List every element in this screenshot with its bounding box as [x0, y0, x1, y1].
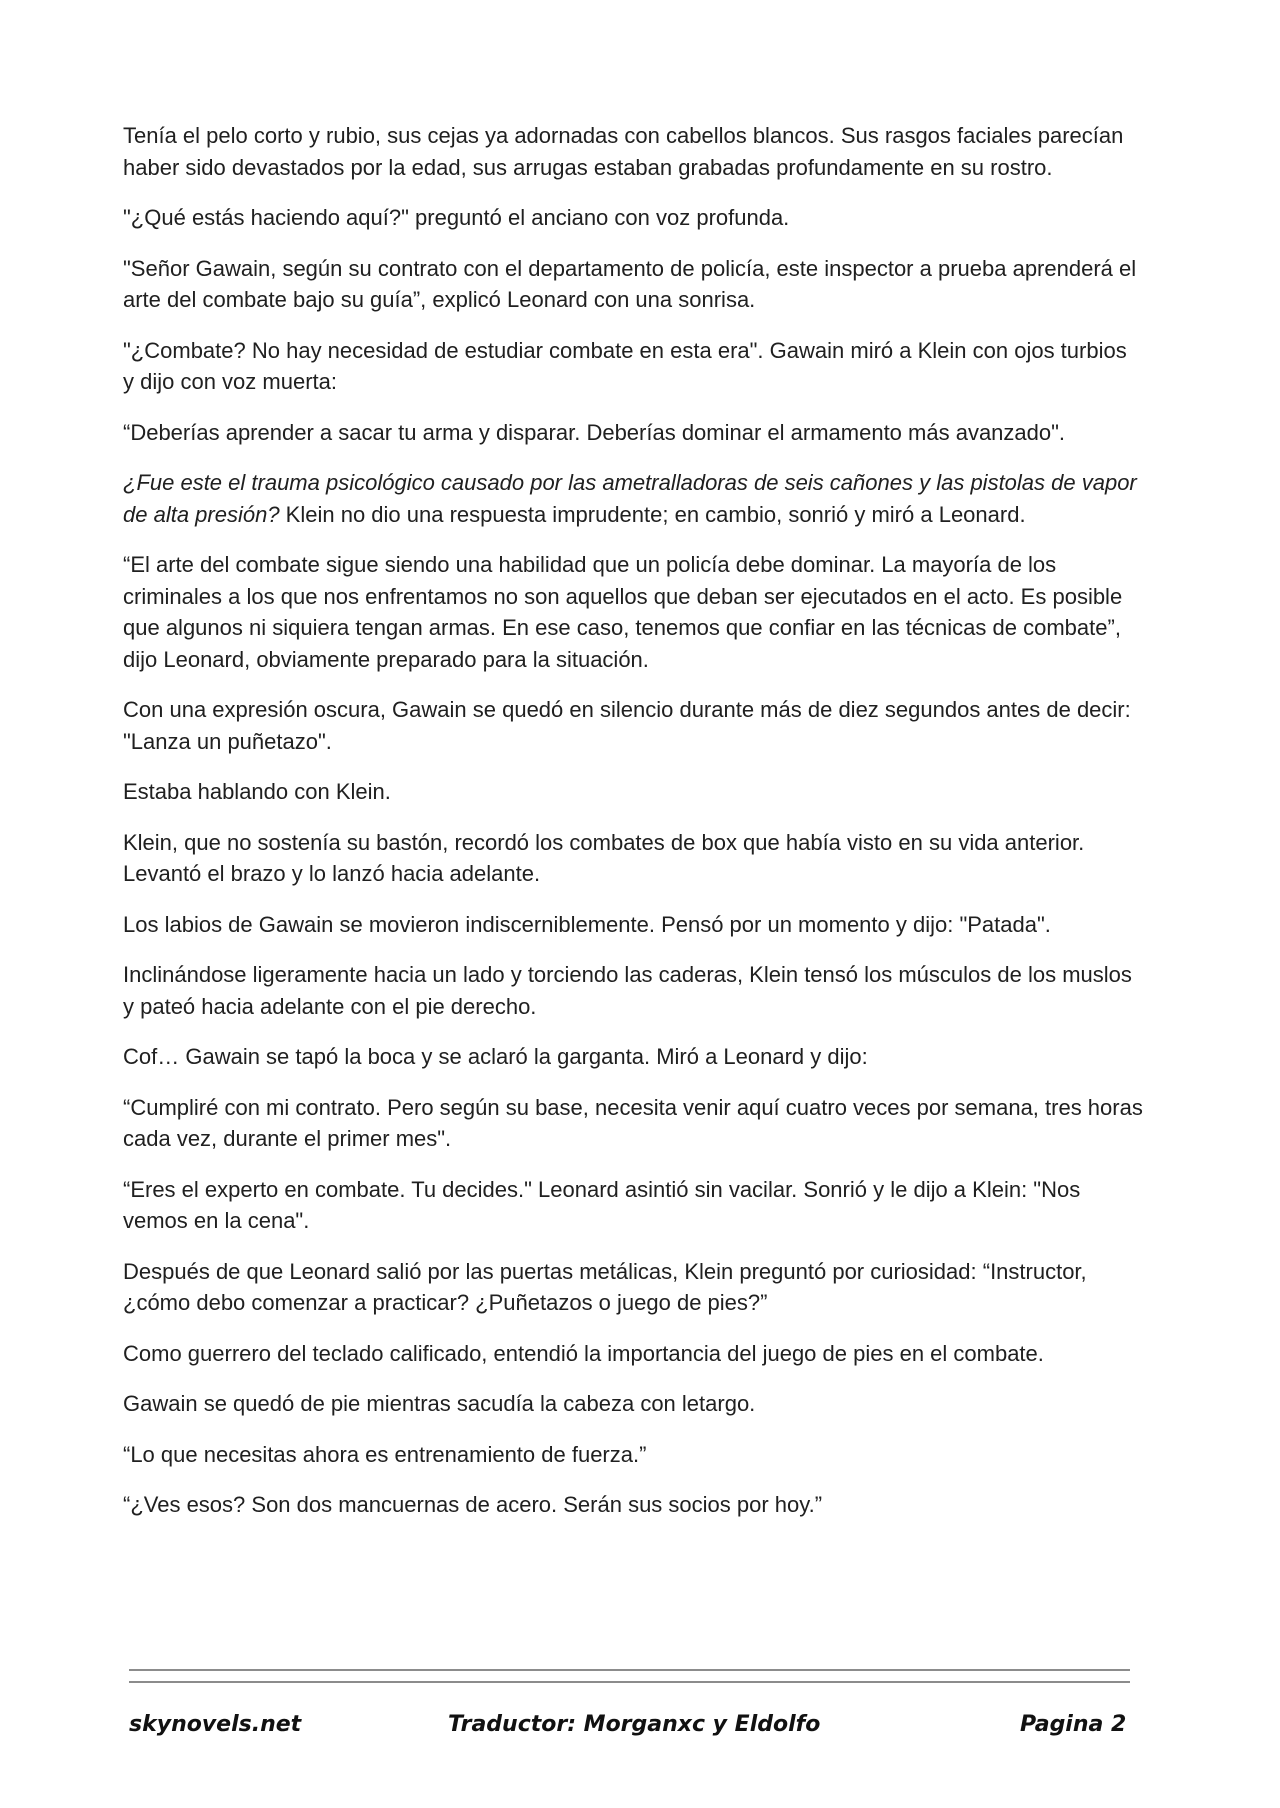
paragraph: "¿Qué estás haciendo aquí?" preguntó el anciano con voz profunda. — [123, 205, 790, 230]
footer-page-number: Pagina 2 — [1020, 1712, 1127, 1737]
footer-divider — [129, 1681, 1130, 1683]
paragraph: Con una expresión oscura, Gawain se quedó en silencio durante más de diez segundos antes de decir: "Lanza un puñetazo". — [123, 697, 1131, 754]
footer-translator: Traductor: Morganxc y Eldolfo — [448, 1712, 821, 1737]
footer-divider — [129, 1669, 1130, 1671]
paragraph: Los labios de Gawain se movieron indiscerniblemente. Pensó por un momento y dijo: "Patada". — [123, 911, 1051, 937]
paragraph: Como guerrero del teclado calificado, entendió la importancia del juego de pies en el combate. — [123, 1340, 1044, 1366]
paragraph: “¿Ves esos? Son dos mancuernas de acero. Serán sus socios por hoy.” — [123, 1492, 823, 1517]
paragraph: Klein, que no sostenía su bastón, recordó los combates de box que había visto en su vida anterior. Levantó el brazo y lo lanzó hacia adelante. — [123, 829, 1085, 886]
paragraph: “Eres el experto en combate. Tu decides." Leonard asintió sin vacilar. Sonrió y le dijo a Klein: "Nos vemos en la cena". — [123, 1176, 1081, 1233]
paragraph: “El arte del combate sigue siendo una habilidad que un policía debe dominar. La mayoría de los criminales a los que nos enfrentamos no son aquellos que deban ser ejecutados en el acto. Es posible que algunos ni siquiera tengan armas. En ese caso, tenemos que confiar en las técnicas de combate”, dijo Leonard, obviamente preparado para la situación. — [123, 552, 1123, 672]
paragraph-continuation: Klein no dio una respuesta imprudente; en cambio, sonrió y miró a Leonard. — [279, 501, 1026, 527]
body-text — [123, 120, 1143, 1540]
paragraph: Estaba hablando con Klein. — [123, 779, 391, 804]
paragraph: Después de que Leonard salió por las puertas metálicas, Klein preguntó por curiosidad: “Instructor, ¿cómo debo comenzar a practicar? ¿Puñetazos o juego de pies?” — [123, 1258, 1087, 1315]
footer-site: skynovels.net — [129, 1712, 302, 1737]
paragraph: Cof… Gawain se tapó la boca y se aclaró la garganta. Miró a Leonard y dijo: — [123, 1044, 868, 1069]
paragraph: “Deberías aprender a sacar tu arma y disparar. Deberías dominar el armamento más avanzado". — [123, 419, 1066, 445]
paragraph: Tenía el pelo corto y rubio, sus cejas ya adornadas con cabellos blancos. Sus rasgos faciales parecían haber sido devastados por la edad, sus arrugas estaban grabadas profundamente en su rostro. — [123, 123, 1124, 180]
italic-thought: ¿Fue este el trauma psicológico causado por las ametralladoras de seis cañones y las pistolas de vapor de alta presión? — [123, 470, 1137, 527]
paragraph: "Señor Gawain, según su contrato con el departamento de policía, este inspector a prueba aprenderá el arte del combate bajo su guía”, explicó Leonard con una sonrisa. — [123, 255, 1137, 312]
paragraph: “Cumpliré con mi contrato. Pero según su base, necesita venir aquí cuatro veces por semana, tres horas cada vez, durante el primer mes". — [123, 1094, 1143, 1151]
paragraph: Gawain se quedó de pie mientras sacudía la cabeza con letargo. — [123, 1391, 756, 1416]
paragraph-mixed — [123, 467, 1143, 530]
paragraph: "¿Combate? No hay necesidad de estudiar combate en esta era". Gawain miró a Klein con ojos turbios y dijo con voz muerta: — [123, 337, 1127, 394]
paragraph: “Lo que necesitas ahora es entrenamiento de fuerza.” — [123, 1441, 647, 1467]
paragraph: Inclinándose ligeramente hacia un lado y torciendo las caderas, Klein tensó los músculos de los muslos y pateó hacia adelante con el pie derecho. — [123, 962, 1132, 1019]
